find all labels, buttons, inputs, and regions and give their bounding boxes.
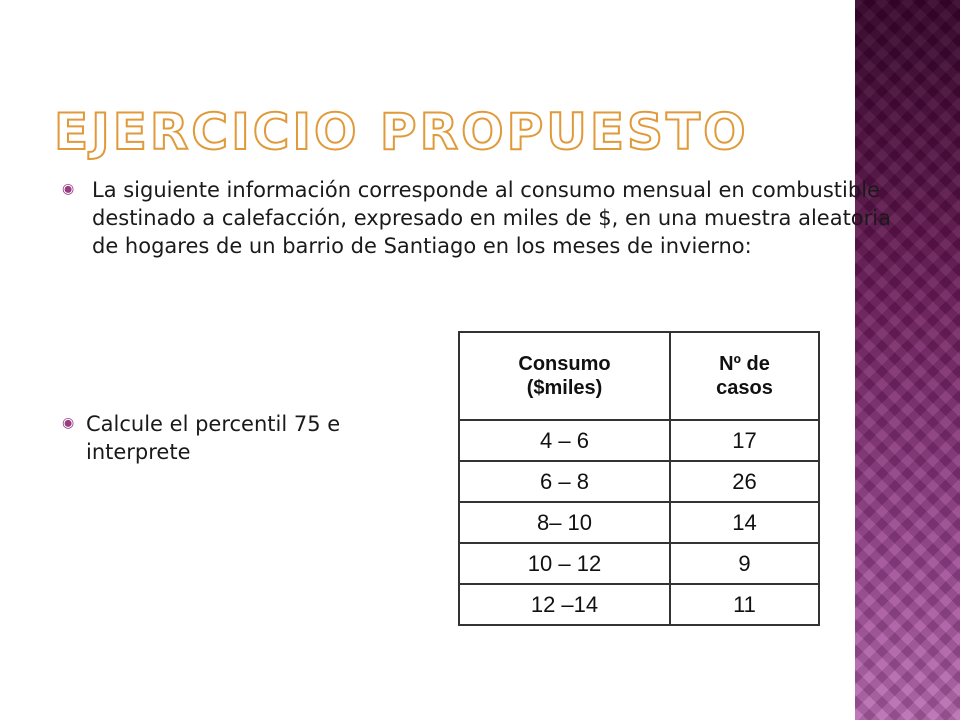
table-row bbox=[459, 584, 819, 625]
bullet-icon: ◉ bbox=[62, 415, 75, 431]
table-cell: 26 bbox=[670, 461, 819, 502]
table-cell: 11 bbox=[670, 584, 819, 625]
table-header-row bbox=[459, 332, 819, 420]
bullet-text: Calcule el percentil 75 e interprete bbox=[86, 412, 341, 464]
bullet-intro bbox=[62, 176, 902, 260]
slide-title: EJERCICIO PROPUESTO bbox=[54, 103, 749, 161]
table-row bbox=[459, 461, 819, 502]
table-cell: 9 bbox=[670, 543, 819, 584]
table-cell: 12 –14 bbox=[459, 584, 670, 625]
bullet-task bbox=[62, 410, 382, 466]
bullet-icon: ◉ bbox=[62, 181, 75, 197]
table-cell: 10 – 12 bbox=[459, 543, 670, 584]
table-row bbox=[459, 502, 819, 543]
table-cell: 17 bbox=[670, 420, 819, 461]
table-row bbox=[459, 420, 819, 461]
frequency-table bbox=[458, 331, 820, 626]
column-header-consumo: Consumo ($miles) bbox=[459, 332, 670, 420]
bullet-text: La siguiente información corresponde al consumo mensual en combustible destinado a calefacción, expresado en miles de $, en una muestra aleatoria de hogares de un barrio de Santiago en los meses de invierno: bbox=[92, 178, 891, 258]
decorative-side-panel bbox=[855, 0, 960, 720]
table-cell: 6 – 8 bbox=[459, 461, 670, 502]
column-header-casos: Nº de casos bbox=[670, 332, 819, 420]
table-cell: 4 – 6 bbox=[459, 420, 670, 461]
table-cell: 8– 10 bbox=[459, 502, 670, 543]
table-cell: 14 bbox=[670, 502, 819, 543]
table-row bbox=[459, 543, 819, 584]
